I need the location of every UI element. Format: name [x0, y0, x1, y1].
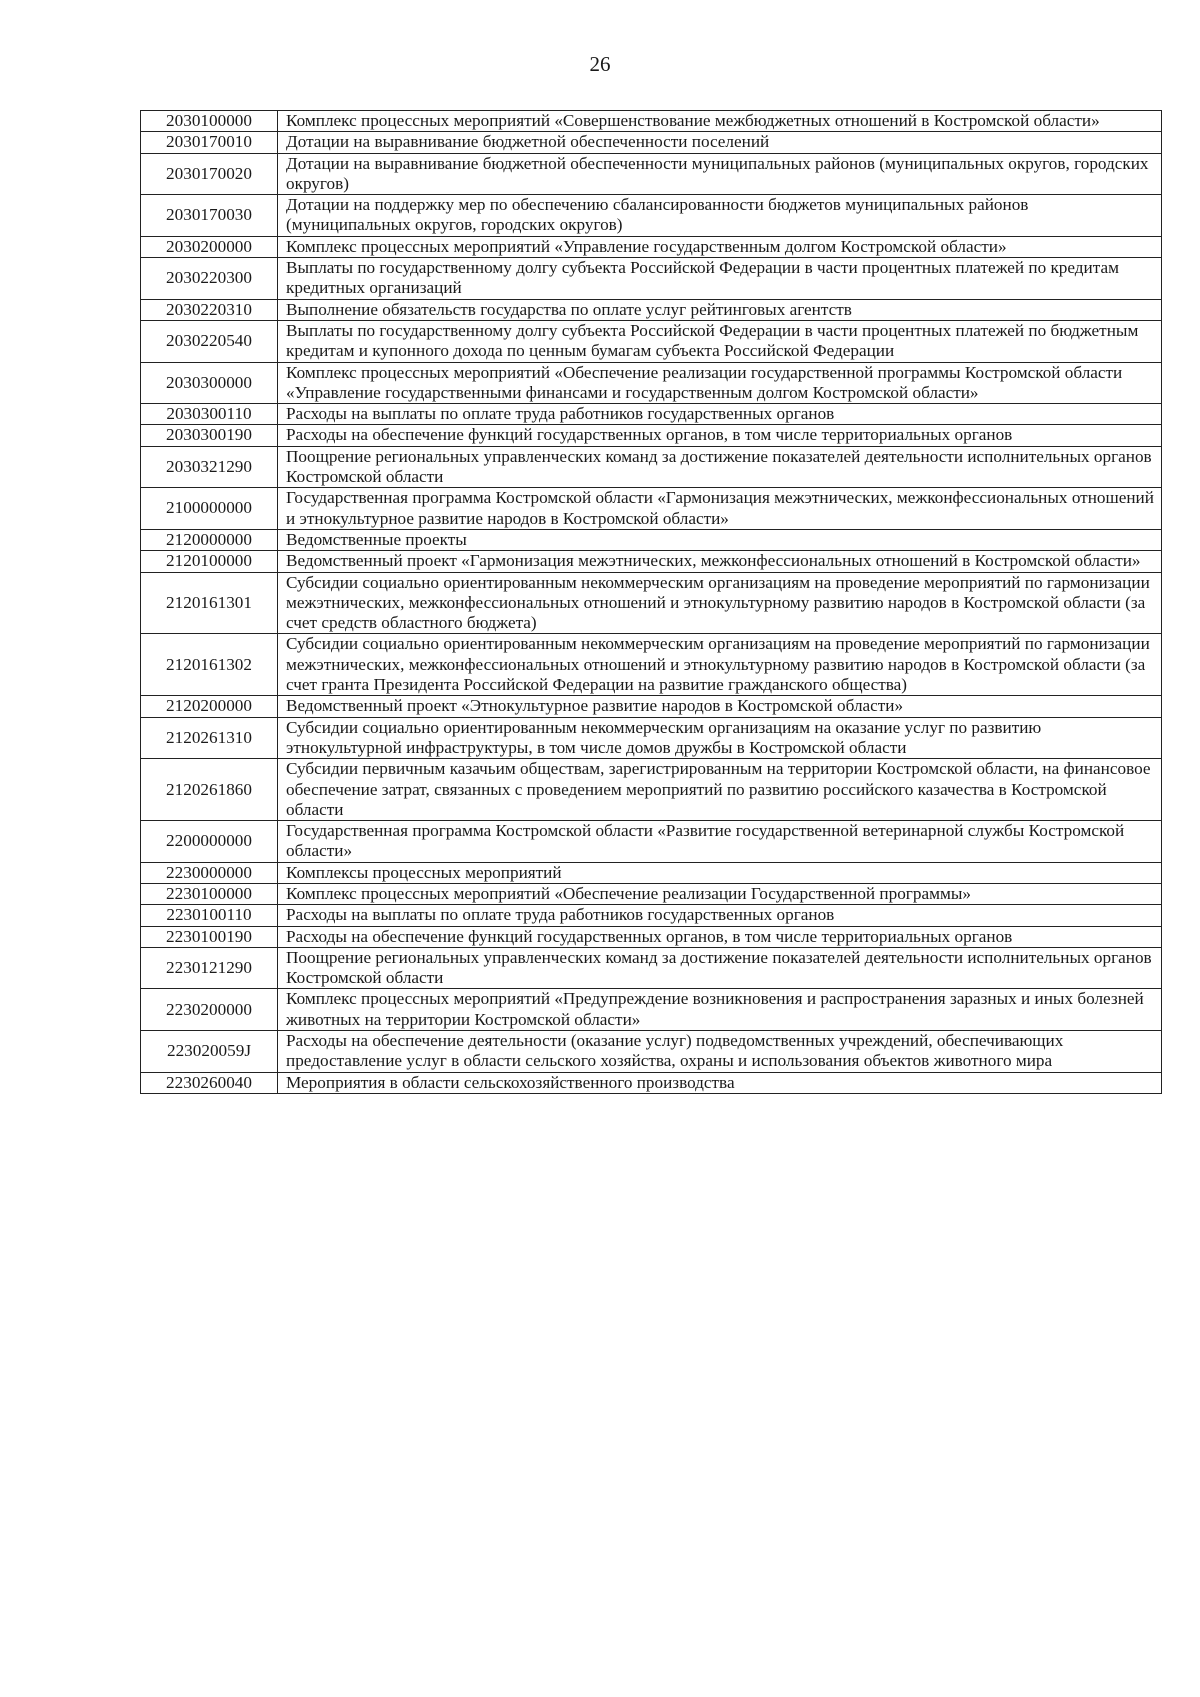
budget-description-cell: Мероприятия в области сельскохозяйственного производства: [278, 1072, 1162, 1093]
budget-description-cell: Государственная программа Костромской области «Развитие государственной ветеринарной службы Костромской области»: [278, 821, 1162, 863]
table-row: [141, 989, 1162, 1031]
budget-code-cell: 2030170010: [141, 132, 278, 153]
budget-code-cell: 2030220540: [141, 320, 278, 362]
budget-description-cell: Комплекс процессных мероприятий «Предупреждение возникновения и распространения заразных и иных болезней животных на территории Костромской области»: [278, 989, 1162, 1031]
budget-code-cell: 2200000000: [141, 821, 278, 863]
table-row: [141, 446, 1162, 488]
budget-description-cell: Выплаты по государственному долгу субъекта Российской Федерации в части процентных платежей по бюджетным кредитам и купонного дохода по ценным бумагам субъекта Российской Федерации: [278, 320, 1162, 362]
table-row: [141, 425, 1162, 446]
budget-description-cell: Расходы на обеспечение функций государственных органов, в том числе территориальных органов: [278, 926, 1162, 947]
budget-code-cell: 2030170030: [141, 195, 278, 237]
budget-description-cell: Ведомственный проект «Гармонизация межэтнических, межконфессиональных отношений в Костромской области»: [278, 551, 1162, 572]
table-row: [141, 551, 1162, 572]
table-row: [141, 1072, 1162, 1093]
budget-description-cell: Комплекс процессных мероприятий «Обеспечение реализации Государственной программы»: [278, 883, 1162, 904]
table-row: [141, 883, 1162, 904]
budget-description-cell: Субсидии социально ориентированным некоммерческим организациям на оказание услуг по развитию этнокультурной инфраструктуры, в том числе домов дружбы в Костромской области: [278, 717, 1162, 759]
table-body: [141, 111, 1162, 1094]
budget-description-cell: Поощрение региональных управленческих команд за достижение показателей деятельности исполнительных органов Костромской области: [278, 446, 1162, 488]
budget-code-cell: 2120100000: [141, 551, 278, 572]
budget-code-cell: 2230000000: [141, 862, 278, 883]
budget-code-cell: 2230100110: [141, 905, 278, 926]
budget-description-cell: Выплаты по государственному долгу субъекта Российской Федерации в части процентных платежей по кредитам кредитных организаций: [278, 258, 1162, 300]
budget-description-cell: Дотации на поддержку мер по обеспечению сбалансированности бюджетов муниципальных районов (муниципальных округов, городских округов): [278, 195, 1162, 237]
table-row: [141, 529, 1162, 550]
table-row: [141, 153, 1162, 195]
budget-description-cell: Расходы на выплаты по оплате труда работников государственных органов: [278, 905, 1162, 926]
page-number: 26: [589, 52, 611, 76]
table-row: [141, 111, 1162, 132]
table-row: [141, 258, 1162, 300]
budget-code-cell: 2230121290: [141, 947, 278, 989]
table-row: [141, 362, 1162, 404]
table-row: [141, 320, 1162, 362]
table-row: [141, 299, 1162, 320]
budget-code-cell: 2030220310: [141, 299, 278, 320]
budget-code-cell: 2230260040: [141, 1072, 278, 1093]
budget-code-cell: 2120261860: [141, 759, 278, 821]
budget-description-cell: Комплексы процессных мероприятий: [278, 862, 1162, 883]
budget-description-cell: Расходы на обеспечение функций государственных органов, в том числе территориальных органов: [278, 425, 1162, 446]
table-row: [141, 1031, 1162, 1073]
budget-code-cell: 2030300190: [141, 425, 278, 446]
budget-code-cell: 2030321290: [141, 446, 278, 488]
table-row: [141, 717, 1162, 759]
budget-code-cell: 223020059J: [141, 1031, 278, 1073]
table-row: [141, 696, 1162, 717]
budget-code-cell: 2230200000: [141, 989, 278, 1031]
budget-code-cell: 2230100190: [141, 926, 278, 947]
budget-code-cell: 2120161301: [141, 572, 278, 634]
budget-code-table: [140, 110, 1162, 1094]
budget-code-cell: 2100000000: [141, 488, 278, 530]
budget-code-cell: 2030300110: [141, 404, 278, 425]
budget-code-cell: 2030300000: [141, 362, 278, 404]
table-row: [141, 759, 1162, 821]
table-row: [141, 862, 1162, 883]
table-row: [141, 926, 1162, 947]
budget-description-cell: Расходы на обеспечение деятельности (оказание услуг) подведомственных учреждений, обеспечивающих предоставление услуг в области сельского хозяйства, охраны и использования объектов животного мира: [278, 1031, 1162, 1073]
budget-code-cell: 2030100000: [141, 111, 278, 132]
budget-description-cell: Ведомственный проект «Этнокультурное развитие народов в Костромской области»: [278, 696, 1162, 717]
table-row: [141, 132, 1162, 153]
budget-description-cell: Дотации на выравнивание бюджетной обеспеченности поселений: [278, 132, 1162, 153]
table-row: [141, 404, 1162, 425]
table-row: [141, 634, 1162, 696]
table-row: [141, 821, 1162, 863]
budget-description-cell: Комплекс процессных мероприятий «Управление государственным долгом Костромской области»: [278, 236, 1162, 257]
budget-code-cell: 2230100000: [141, 883, 278, 904]
budget-code-cell: 2030170020: [141, 153, 278, 195]
table-row: [141, 236, 1162, 257]
budget-description-cell: Субсидии первичным казачьим обществам, зарегистрированным на территории Костромской области, на финансовое обеспечение затрат, связанных с проведением мероприятий по развитию российского казачества в Костромской области: [278, 759, 1162, 821]
table-row: [141, 488, 1162, 530]
table-row: [141, 572, 1162, 634]
budget-description-cell: Комплекс процессных мероприятий «Совершенствование межбюджетных отношений в Костромской области»: [278, 111, 1162, 132]
budget-description-cell: Ведомственные проекты: [278, 529, 1162, 550]
budget-code-cell: 2030220300: [141, 258, 278, 300]
budget-description-cell: Комплекс процессных мероприятий «Обеспечение реализации государственной программы Костромской области «Управление государственными финансами и государственным долгом Костромской области»: [278, 362, 1162, 404]
budget-code-cell: 2120261310: [141, 717, 278, 759]
budget-code-cell: 2120000000: [141, 529, 278, 550]
table-row: [141, 195, 1162, 237]
budget-description-cell: Поощрение региональных управленческих команд за достижение показателей деятельности исполнительных органов Костромской области: [278, 947, 1162, 989]
budget-code-cell: 2030200000: [141, 236, 278, 257]
budget-code-cell: 2120161302: [141, 634, 278, 696]
budget-description-cell: Государственная программа Костромской области «Гармонизация межэтнических, межконфессиональных отношений и этнокультурное развитие народов в Костромской области»: [278, 488, 1162, 530]
budget-description-cell: Субсидии социально ориентированным некоммерческим организациям на проведение мероприятий по гармонизации межэтнических, межконфессиональных отношений и этнокультурному развитию народов в Костромской области (за счет гранта Президента Российской Федерации на развитие гражданского общества): [278, 634, 1162, 696]
budget-description-cell: Выполнение обязательств государства по оплате услуг рейтинговых агентств: [278, 299, 1162, 320]
table-row: [141, 905, 1162, 926]
budget-description-cell: Субсидии социально ориентированным некоммерческим организациям на проведение мероприятий по гармонизации межэтнических, межконфессиональных отношений и этнокультурному развитию народов в Костромской области (за счет средств областного бюджета): [278, 572, 1162, 634]
budget-code-cell: 2120200000: [141, 696, 278, 717]
budget-description-cell: Расходы на выплаты по оплате труда работников государственных органов: [278, 404, 1162, 425]
table-row: [141, 947, 1162, 989]
budget-description-cell: Дотации на выравнивание бюджетной обеспеченности муниципальных районов (муниципальных округов, городских округов): [278, 153, 1162, 195]
